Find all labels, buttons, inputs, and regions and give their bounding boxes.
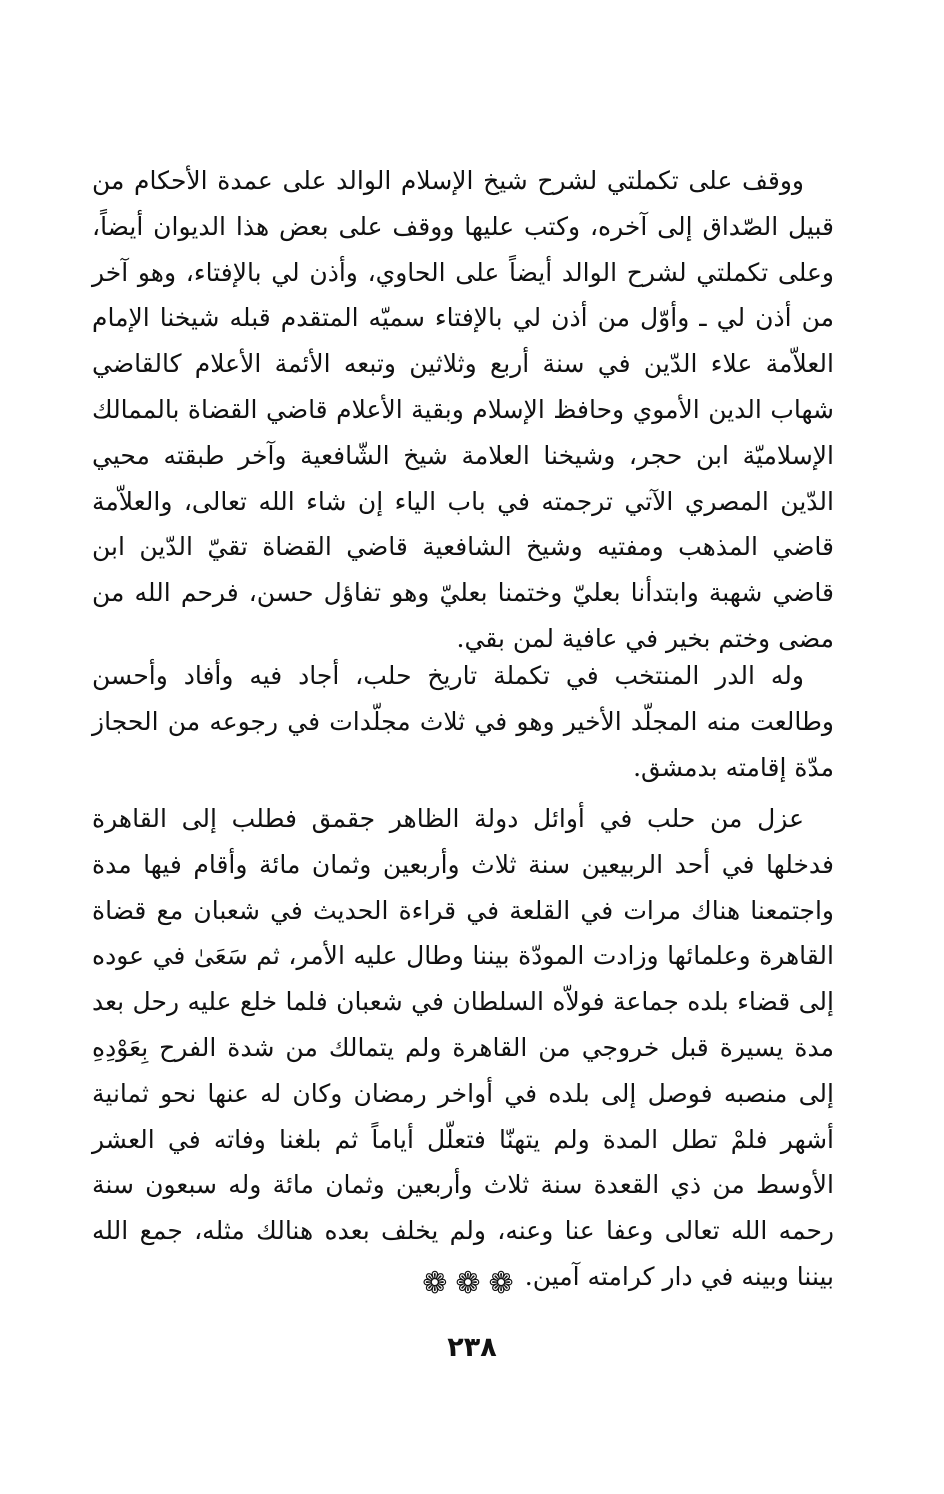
paragraph-1-text: ووقف على تكملتي لشرح شيخ الإسلام الوالد على عمدة الأحكام من قبيل الصّداق إلى آخره، وكتب عليها ووقف على بعض هذا الديوان أيضاً، وعلى تكملتي لشرح الوالد أيضاً على الحاوي، وأذن لي بالإفتاء، وهو آخر من أذن لي ـ وأوّل من أذن لي بالإفتاء سميّه المتقدم قبله شيخنا الإمام العلاّمة علاء الدّين في سنة أربع وثلاثين وتبعه الأئمة الأعلام كالقاضي شهاب الدين الأموي وحافظ الإسلام وبقية الأعلام قاضي القضاة بالممالك الإسلاميّة ابن حجر، وشيخنا العلامة شيخ الشّافعية وآخر طبقته محيي الدّين المصري الآتي ترجمته في باب الياء إن شاء الله تعالى، والعلاّمة قاضي المذهب ومفتيه وشيخ الشافعية قاضي القضاة تقيّ الدّين ابن قاضي شهبة وابتدأنا بعليّ وختمنا بعليّ وهو تفاؤل حسن، فرحم الله من مضى وختم بخير في عافية لمن بقي. <box>92 166 834 653</box>
paragraph-2 <box>92 653 834 790</box>
paragraph-2-text: وله الدر المنتخب في تكملة تاريخ حلب، أجاد فيه وأفاد وأحسن وطالعت منه المجلّد الأخير وهو في ثلاث مجلّدات في رجوعه من الحجاز مدّة إقامته بدمشق. <box>92 661 834 782</box>
paragraph-1 <box>92 158 834 662</box>
paragraph-3 <box>92 796 834 1300</box>
page-number: ٢٣٨ <box>447 1332 497 1363</box>
paragraph-3-text: عزل من حلب في أوائل دولة الظاهر جقمق فطلب إلى القاهرة فدخلها في أحد الربيعين سنة ثلاث وأربعين وثمان مائة وأقام فيها مدة واجتمعنا هناك مرات في القلعة في قراءة الحديث في شعبان مع قضاة القاهرة وعلمائها وزادت المودّة بيننا وطال عليه الأمر، ثم سَعَىٰ في عوده إلى قضاء بلده جماعة فولاّه السلطان في شعبان فلما خلع عليه رحل بعد مدة يسيرة قبل خروجي من القاهرة ولم يتمالك من شدة الفرح بِعَوْدِهِ إلى منصبه فوصل إلى بلده في أواخر رمضان وكان له عنها نحو ثمانية أشهر فلمْ تطل المدة ولم يتهنّا فتعلّل أياماً ثم بلغنا وفاته في العشر الأوسط من ذي القعدة سنة ثلاث وأربعين وثمان مائة وله سبعون سنة رحمه الله تعالى وعفا عنا وعنه، ولم يخلف بعده هنالك مثله، جمع الله بيننا وبينه في دار كرامته آمين. <box>92 804 834 1291</box>
section-end-ornament-icon: ❁❁❁ <box>422 1266 522 1301</box>
